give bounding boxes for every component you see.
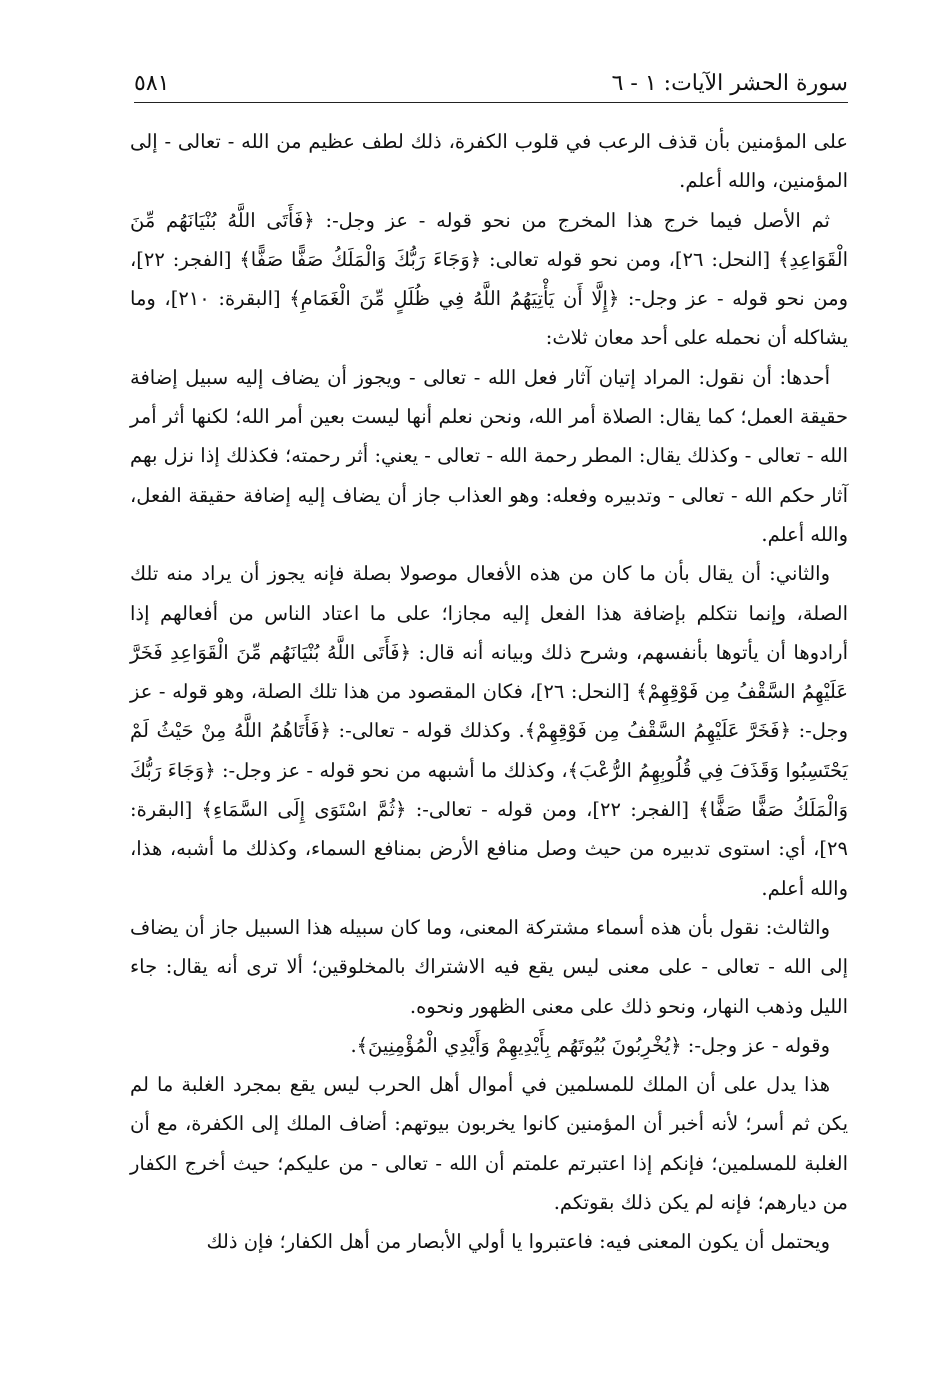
main-text: [130, 122, 848, 1262]
paragraph: ويحتمل أن يكون المعنى فيه: فاعتبروا يا أولي الأبصار من أهل الكفار؛ فإن ذلك: [206, 1230, 830, 1254]
paragraph: أحدها: أن نقول: المراد إتيان آثار فعل الله - تعالى - ويجوز أن يضاف إليه سبيل إضافة حقيقة العمل؛ كما يقال: الصلاة أمر الله، ونحن نعلم أنها ليست بعين أمر الله؛ لكنها أثر أمر الله - تعالى - وكذلك يقال: المطر رحمة الله - تعالى - يعني: أثر رحمته؛ فكذلك إذا نزل بهم آثار حكم الله - تعالى - وتدبيره وفعله: وهو العذاب جاز أن يضاف إليه إضافة حقيقة الفعل، والله أعلم.: [130, 365, 848, 546]
running-header: [134, 62, 848, 102]
chapter-title: سورة الحشر الآيات: ١ - ٦: [611, 71, 848, 96]
paragraph: وقوله - عز وجل-: ﴿يُخْرِبُونَ بُيُوتَهُم بِأَيْدِيهِمْ وَأَيْدِي الْمُؤْمِنِينَ﴾.: [350, 1033, 830, 1057]
paragraph: هذا يدل على أن الملك للمسلمين في أموال أهل الحرب ليس يقع بمجرد الغلبة ما لم يكن ثم أسر؛ لأنه أخبر أن المؤمنين كانوا يخربون بيوتهم: أضاف الملك إلى الكفرة، مع أن الغلبة للمسلمين؛ فإنكم إذا اعتبرتم علمتم أن الله - تعالى - من عليكم؛ حيث أخرج الكفار من ديارهم؛ فإنه لم يكن ذلك بقوتكم.: [130, 1073, 848, 1215]
header-rule: [134, 102, 848, 103]
paragraph: والثاني: أن يقال بأن ما كان من هذه الأفعال موصولا بصلة فإنه يجوز أن يراد منه تلك الصلة، وإنما نتكلم بإضافة هذا الفعل إليه مجازا؛ على ما اعتاد الناس من أفعالهم إذا أرادوها أن يأتوها بأنفسهم، وشرح ذلك وبيانه أنه قال: ﴿فَأَتَى اللَّهُ بُنْيَانَهُم مِّنَ الْقَوَاعِدِ فَخَرَّ عَلَيْهِمُ السَّقْفُ مِن فَوْقِهِمْ﴾ [النحل: ٢٦]، فكان المقصود من هذا تلك الصلة، وهو قوله - عز وجل-: ﴿فَخَرَّ عَلَيْهِمُ السَّقْفُ مِن فَوْقِهِمْ﴾. وكذلك قوله - تعالى-: ﴿فَأَتَاهُمُ اللَّهُ مِنْ حَيْثُ لَمْ يَحْتَسِبُوا وَقَذَفَ فِي قُلُوبِهِمُ الرُّعْبَ﴾، وكذلك ما أشبهه من نحو قوله - عز وجل-: ﴿وَجَاءَ رَبُّكَ وَالْمَلَكُ صَفًّا صَفًّا﴾ [الفجر: ٢٢]، ومن قوله - تعالى-: ﴿ثُمَّ اسْتَوَى إِلَى السَّمَاءِ﴾ [البقرة: ٢٩]، أي: استوى تدبيره من حيث وصل منافع الأرض بمنافع السماء، وكذلك ما أشبه، هذا، والله أعلم.: [130, 562, 848, 900]
paragraph: والثالث: نقول بأن هذه أسماء مشتركة المعنى، وما كان سبيله هذا السبيل جاز أن يضاف إلى الله - تعالى - على معنى ليس يقع فيه الاشتراك بالمخلوقين؛ ألا ترى أنه يقال: جاء الليل وذهب النهار، ونحو ذلك على معنى الظهور ونحوه.: [130, 915, 848, 1018]
paragraph: على المؤمنين بأن قذف الرعب في قلوب الكفرة، ذلك لطف عظيم من الله - تعالى - إلى المؤمنين، والله أعلم.: [130, 130, 848, 193]
paragraph: ثم الأصل فيما خرج هذا المخرج من نحو قوله - عز وجل-: ﴿فَأَتَى اللَّهُ بُنْيَانَهُم مِّنَ الْقَوَاعِدِ﴾ [النحل: ٢٦]، ومن نحو قوله تعالى: ﴿وَجَاءَ رَبُّكَ وَالْمَلَكُ صَفًّا صَفًّا﴾ [الفجر: ٢٢]، ومن نحو قوله - عز وجل-: ﴿إِلَّا أَن يَأْتِيَهُمُ اللَّهُ فِي ظُلَلٍ مِّنَ الْغَمَامِ﴾ [البقرة: ٢١٠]، وما يشاكله أن نحمله على أحد معان ثلاث:: [130, 208, 849, 350]
page-number: ٥٨١: [134, 71, 170, 96]
